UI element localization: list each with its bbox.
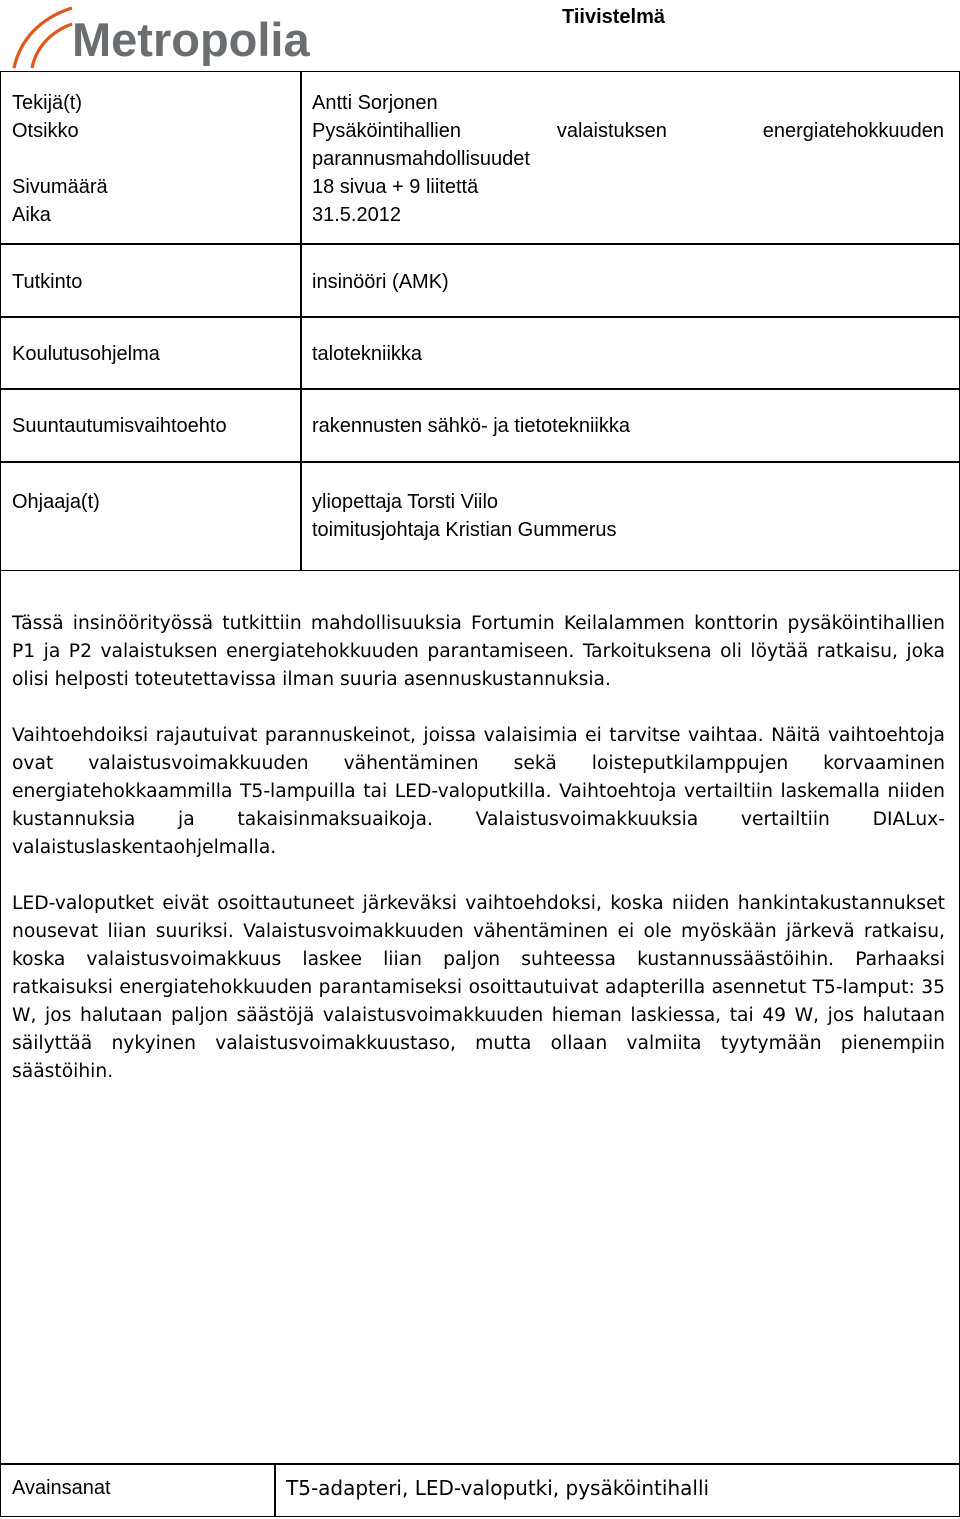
keywords-divider bbox=[274, 1463, 276, 1517]
specialisation-value: rakennusten sähkö- ja tietotekniikka bbox=[312, 415, 630, 437]
row-divider bbox=[0, 243, 960, 245]
author-label: Tekijä(t) bbox=[12, 92, 83, 114]
abstract-paragraph: LED-valoputket eivät osoittautuneet järkeväksi vaihtoehdoksi, koska niiden hankintakustannukset nousevat liian suuriksi. Valaistusvoimakkuuden vähentäminen ei ole myöskään järkevä ratkaisu, koska valaistusvoimakkuus laskee liian paljon suhteessa kustannussäästöihin. Parhaaksi ratkaisuksi energiatehokkuuden parantamiseksi osoittautuivat adapterilla asennetut T5-lamput: 35 W, jos halutaan paljon säästöjä valaistusvoimakkuuden hieman laskiessa, tai 49 W, jos halutaan säilyttää nykyinen valaistusvoimakkuustaso, mutta ollaan valmiita tyytymään pienempiin säästöihin. bbox=[12, 893, 945, 1082]
title-word: energiatehokkuuden bbox=[762, 120, 944, 142]
title-value-line1 bbox=[312, 117, 944, 145]
author-value: Antti Sorjonen bbox=[312, 92, 438, 114]
supervisor-1: yliopettaja Torsti Viilo bbox=[312, 491, 499, 513]
title-label: Otsikko bbox=[12, 120, 79, 142]
logo-text: Metropolia bbox=[72, 13, 310, 66]
keywords-value: T5-adapteri, LED-valoputki, pysäköintihalli bbox=[286, 1476, 710, 1500]
metadata-column-divider bbox=[300, 71, 302, 571]
abstract-paragraph: Tässä insinöörityössä tutkittiin mahdollisuuksia Fortumin Keilalammen konttorin pysäköintihallien P1 ja P2 valaistuksen energiatehokkuuden parantamiseen. Tarkoituksena oli löytää ratkaisu, joka olisi helposti toteutettavissa ilman suuria asennuskustannuksia. bbox=[12, 613, 945, 690]
metropolia-logo bbox=[10, 4, 320, 70]
date-value: 31.5.2012 bbox=[312, 204, 401, 226]
keywords-label: Avainsanat bbox=[12, 1477, 111, 1499]
degree-value: insinööri (AMK) bbox=[312, 271, 449, 293]
supervisors-label: Ohjaaja(t) bbox=[12, 491, 100, 513]
programme-value: talotekniikka bbox=[312, 343, 423, 365]
title-word: Pysäköintihallien bbox=[312, 120, 461, 142]
title-word: valaistuksen bbox=[556, 120, 667, 142]
degree-label: Tutkinto bbox=[12, 271, 83, 293]
specialisation-label: Suuntautumisvaihtoehto bbox=[12, 415, 227, 437]
pages-label: Sivumäärä bbox=[12, 176, 108, 198]
abstract-text bbox=[12, 610, 945, 1114]
programme-label: Koulutusohjelma bbox=[12, 343, 160, 365]
date-label: Aika bbox=[12, 204, 51, 226]
abstract-paragraph: Vaihtoehdoiksi rajautuivat parannuskeinot, joissa valaisimia ei tarvitse vaihtaa. Näitä vaihtoehtoja ovat valaistusvoimakkuuden vähentäminen sekä loisteputkilamppujen korvaaminen energiatehokkaammilla T5-lampuilla tai LED-valoputkilla. Vaihtoehtoja vertailtiin laskemalla niiden kustannuksia ja takaisinmaksuaikoja. Valaistusvoimakkuuksia vertailtiin DIALux-valaistuslaskentaohjelmalla. bbox=[12, 725, 945, 858]
pages-value: 18 sivua + 9 liitettä bbox=[312, 176, 479, 198]
page-title: Tiivistelmä bbox=[562, 6, 666, 28]
row-divider bbox=[0, 388, 960, 390]
supervisor-2: toimitusjohtaja Kristian Gummerus bbox=[312, 519, 617, 541]
row-divider bbox=[0, 316, 960, 318]
title-value-line2: parannusmahdollisuudet bbox=[312, 148, 530, 170]
row-divider bbox=[0, 461, 960, 463]
